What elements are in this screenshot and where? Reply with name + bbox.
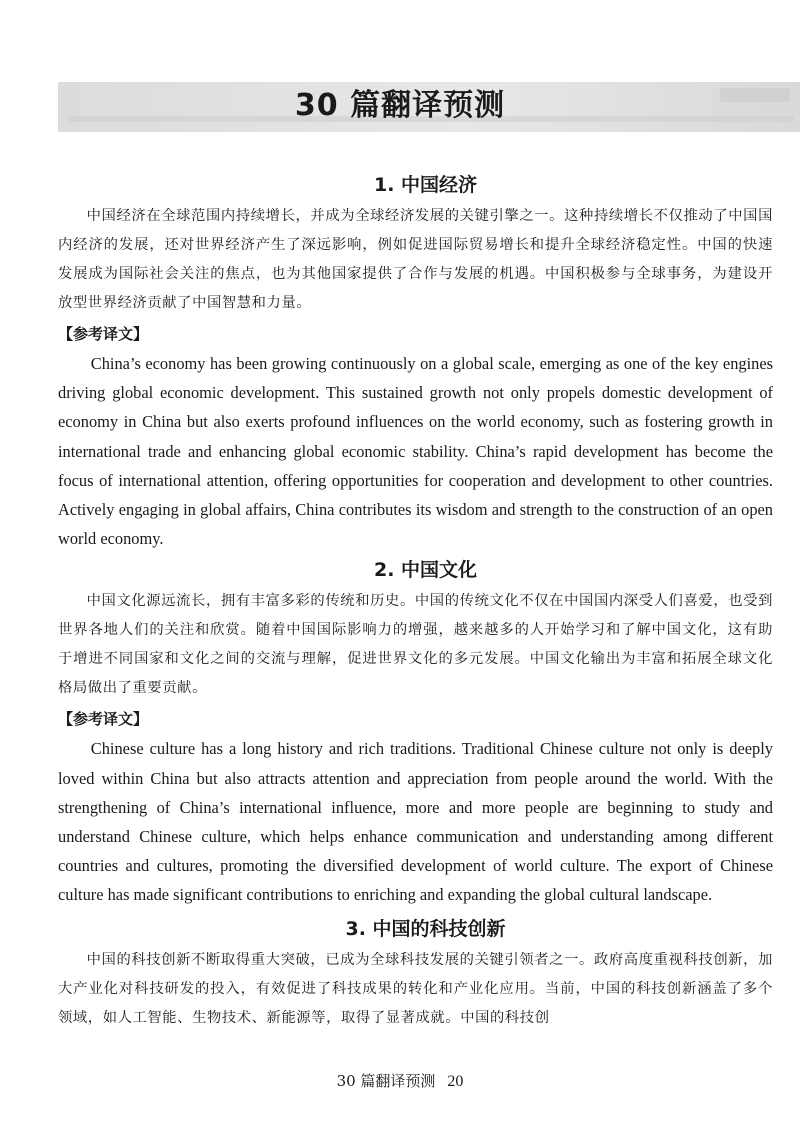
section-heading: 2. 中国文化 [373, 559, 478, 582]
page-footer [0, 1070, 800, 1093]
reference-translation-label: 【参考译文】 [58, 325, 149, 343]
section-culture [58, 555, 773, 909]
chinese-paragraph: 中国的科技创新不断取得重大突破，已成为全球科技发展的关键引领者之一。政府高度重视科技创新，加大产业化对科技研发的投入，有效促进了科技成果的转化和产业化应用。当前，中国的科技创新涵盖了多个领域，如人工智能、生物技术、新能源等，取得了显著成就。中国的科技创 [58, 951, 773, 1026]
english-translation: China’s economy has been growing continuously on a global scale, emerging as one of the key engines driving global economic development. This sustained growth not only propels domestic development of economy in China but also exerts profound influences on the world economy, such as fostering growth in international trade and enhancing global economic stability. China’s rapid development has become the focus of international attention, offering opportunities for cooperation and development to other countries. Actively engaging in global affairs, China contributes its wisdom and strength to the construction of an open world economy. [58, 354, 773, 549]
section-technology [58, 914, 773, 1033]
chinese-paragraph: 中国经济在全球范围内持续增长，并成为全球经济发展的关键引擎之一。这种持续增长不仅推动了中国国内经济的发展，还对世界经济产生了深远影响，例如促进国际贸易增长和提升全球经济稳定性。中国的快速发展成为国际社会关注的焦点，也为其他国家提供了合作与发展的机遇。中国积极参与全球事务，为建设开放型世界经济贡献了中国智慧和力量。 [58, 208, 773, 311]
chinese-paragraph: 中国文化源远流长，拥有丰富多彩的传统和历史。中国的传统文化不仅在中国国内深受人们喜爱，也受到世界各地人们的关注和欣赏。随着中国国际影响力的增强，越来越多的人开始学习和了解中国文化，这有助于增进不同国家和文化之间的交流与理解，促进世界文化的多元发展。中国文化输出为丰富和拓展全球文化格局做出了重要贡献。 [58, 593, 773, 697]
page-number: 20 [447, 1073, 464, 1090]
page-content [58, 170, 773, 1033]
section-heading: 3. 中国的科技创新 [345, 917, 506, 940]
english-translation: Chinese culture has a long history and rich traditions. Traditional Chinese culture not only is deeply loved within China but also attracts attention and appreciation from people around the world. With the strengthening of China’s international influence, more and more people are beginning to study and understand Chinese culture, which helps enhance communication and understanding among different countries and cultures, promoting the diversified development of world culture. The export of Chinese culture has made significant contributions to enriching and expanding the global cultural landscape. [58, 739, 773, 905]
section-heading: 1. 中国经济 [373, 174, 478, 196]
section-economy [58, 170, 773, 553]
reference-translation-label: 【参考译文】 [58, 710, 149, 729]
page-title: 30 篇翻译预测 [294, 88, 506, 123]
footer-title: 30 篇翻译预测 [336, 1072, 436, 1090]
